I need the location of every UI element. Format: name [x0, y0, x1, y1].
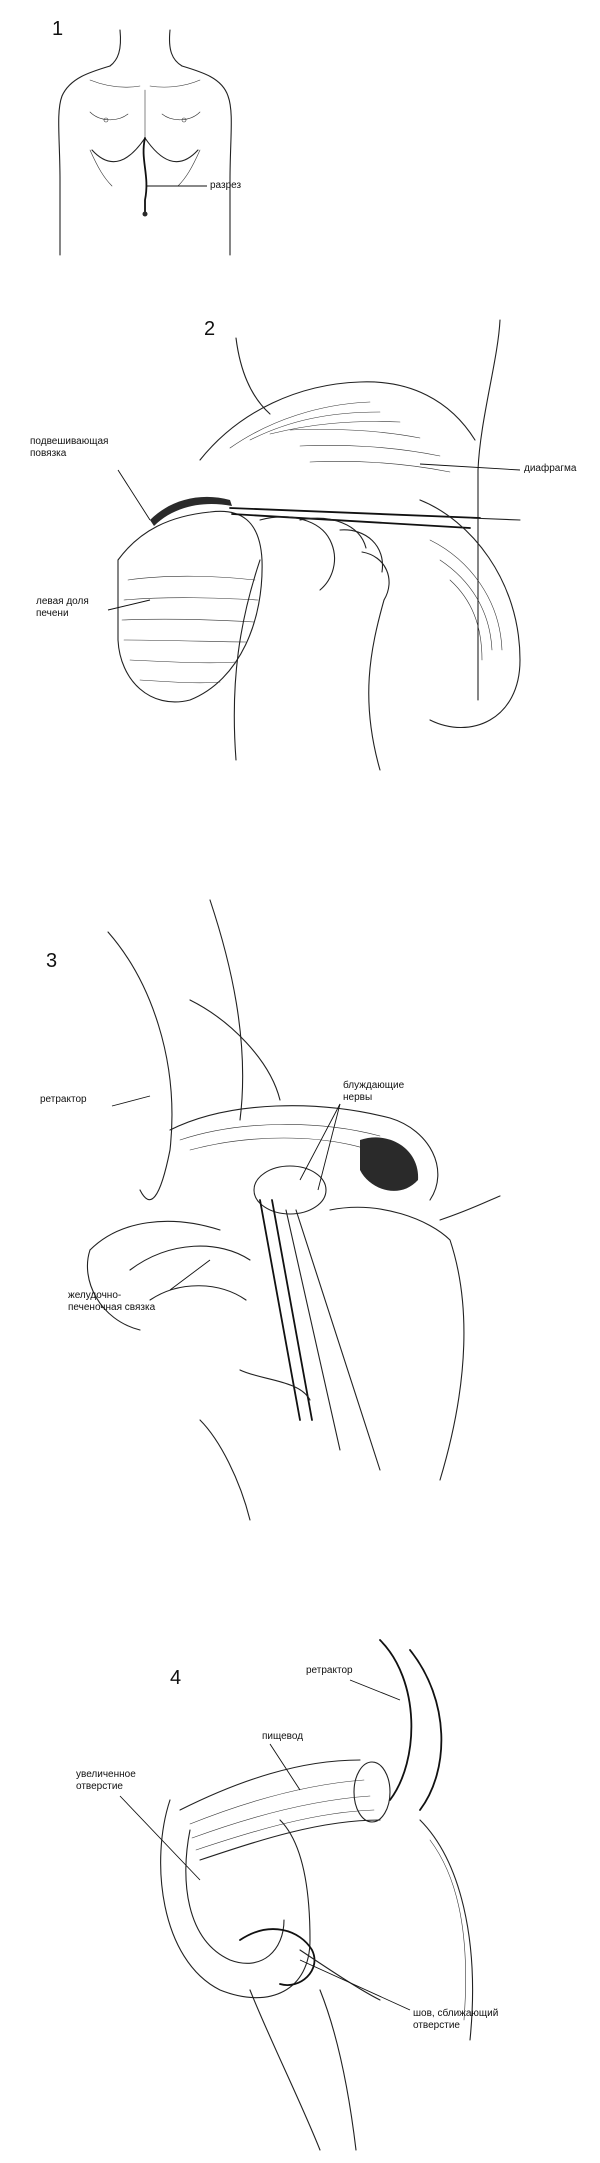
- diaphragm-label: диафрагма: [524, 463, 577, 474]
- vagus-nerves-label: блуждающие нервы: [343, 1080, 405, 1103]
- figure-3-number: 3: [46, 950, 58, 972]
- figure-4-number: 4: [170, 1667, 182, 1689]
- left-liver-lobe-label: левая доля печени: [36, 596, 89, 619]
- closing-suture-label: шов, сближающий отверстие: [413, 2008, 499, 2031]
- enlarged-opening-label: увеличенное отверстие: [76, 1769, 136, 1792]
- retractor-label-fig3: ретрактор: [40, 1094, 87, 1105]
- figure-1-number: 1: [52, 18, 64, 40]
- figure-2-number: 2: [204, 318, 216, 340]
- esophagus-label: пищевод: [262, 1731, 304, 1742]
- gastrohepatic-ligament-label: желудочно- печеночная связка: [68, 1290, 156, 1313]
- suspending-ligament-label: подвешивающая повязка: [30, 436, 109, 459]
- retractor-label-fig4: ретрактор: [306, 1665, 353, 1676]
- incision-label: разрез: [210, 180, 242, 191]
